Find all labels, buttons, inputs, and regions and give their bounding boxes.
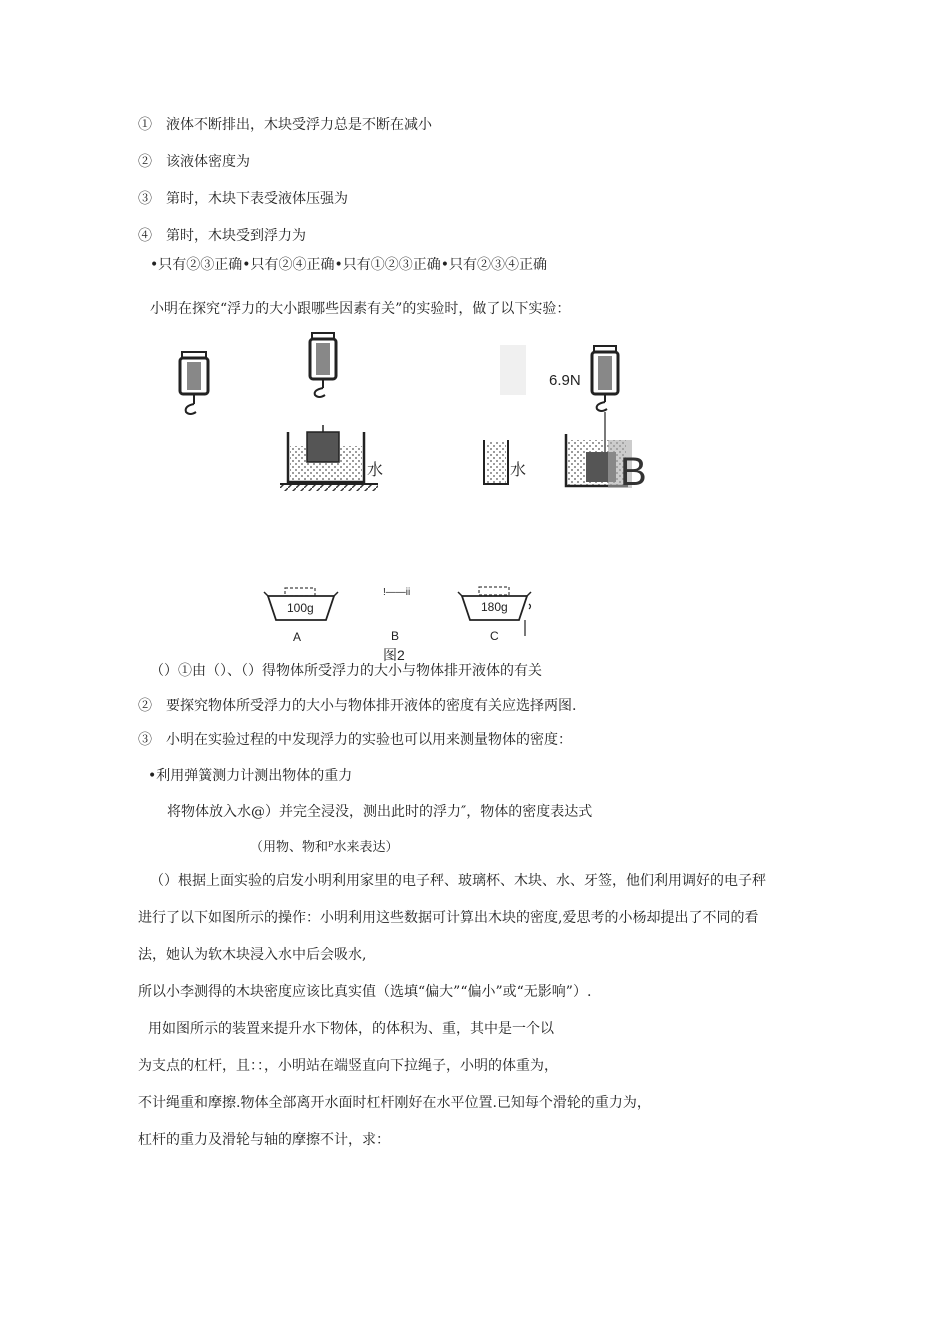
question-3b: 将物体放入水@）并完全浸没，测出此时的浮力″，物体的密度表达式 [167,804,593,820]
paragraph-1: （）根据上面实验的启发小明利用家里的电子秤、玻璃杯、木块、水、牙签，他们利用调好的电子秤 [150,873,766,889]
label-c: C [490,629,499,643]
water-label-2: 水 [510,462,527,479]
paragraph-2: 进行了以下如图所示的操作：小明利用这些数据可计算出木块的密度,爱思考的小杨却提出了不同的看 [138,910,759,926]
answer-choices: •只有②③正确•只有②④正确•只有①②③正确•只有②③④正确 [150,257,548,273]
option-1: ① 液体不断排出，木块受浮力总是不断在减小 [138,117,432,133]
water-label-1: 水 [367,462,384,479]
paragraph-5: 用如图所示的装置来提升水下物体，的体积为、重，其中是一个以 [148,1021,554,1037]
paragraph-4: 所以小李测得的木块密度应该比真实值（选填“偏大”“偏小”或“无影响”）. [138,984,592,1000]
faint-scale [500,345,526,395]
question-1: （）①由（）、（）得物体所受浮力的大小与物体排开液体的有关 [150,663,542,679]
option-2: ② 该液体密度为 [138,154,250,170]
force-reading: 6.9N [549,372,581,389]
spring-scale-1 [180,352,208,414]
experiment-intro: 小明在探究“浮力的大小跟哪些因素有关”的实验时，做了以下实验： [150,301,571,317]
label-b: B [391,629,400,643]
spring-scale-2 [310,333,336,397]
question-3c: （用物、物和ᴾ水来表达） [250,840,399,855]
middle-mark: !——ii [383,587,411,598]
figure-caption: 图2 [383,647,405,663]
big-b-label: B [620,450,647,494]
option-4: ④ 第时，木块受到浮力为 [138,228,306,244]
paragraph-8: 杠杆的重力及滑轮与轴的摩擦不计，求： [138,1132,390,1148]
question-2: ② 要探究物体所受浮力的大小与物体排开液体的密度有关应选择两图. [138,698,577,714]
scale-c-value: 180g [481,600,508,614]
option-3: ③ 第时，木块下表受液体压强为 [138,191,348,207]
scale-a-value: 100g [287,601,314,615]
label-a: A [293,630,302,644]
question-3: ③ 小明在实验过程的中发现浮力的实验也可以用来测量物体的密度： [138,732,572,748]
cylinder [484,440,508,484]
question-3a: •利用弹簧测力计测出物体的重力 [148,768,353,784]
paragraph-6: 为支点的杠杆，且：：，小明站在端竖直向下拉绳子，小明的体重为， [138,1058,558,1074]
beaker-1 [280,425,378,491]
spring-scale-3 [592,346,618,452]
paragraph-7: 不计绳重和摩擦.物体全部离开水面时杠杆刚好在水平位置.已知每个滑轮的重力为， [138,1095,651,1111]
paragraph-3: 法，她认为软木块浸入水中后会吸水, [138,947,367,963]
